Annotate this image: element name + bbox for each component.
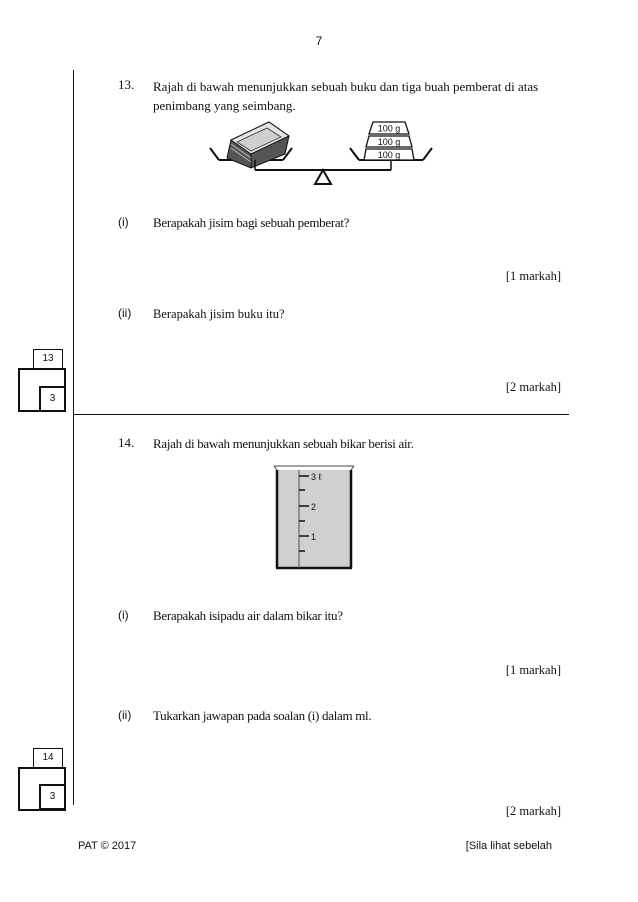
q13-text-line1: Rajah di bawah menunjukkan sebuah buku dan tiga buah pemberat di atas <box>153 79 539 94</box>
q13-part-i-marks: [1 markah] <box>505 269 561 283</box>
balance-scale-diagram <box>205 112 445 192</box>
q13-part-ii-text: Berapakah jisim buku itu? <box>153 307 285 321</box>
q13-part-ii-marks: [2 markah] <box>505 380 561 394</box>
q14-part-i-label: (i) <box>118 608 129 622</box>
q14-score-box-total: 3 <box>39 784 66 810</box>
beaker-label-1: 1 <box>311 532 317 542</box>
q13-number: 13. <box>118 77 135 92</box>
footer-turn-page: [Sila lihat sebelah <box>465 840 552 852</box>
q14-part-ii-marks: [2 markah] <box>505 804 561 818</box>
weight-stack <box>364 122 414 160</box>
weight-label-top: 100 g <box>377 123 401 134</box>
footer-copyright: PAT © 2017 <box>78 840 137 852</box>
weight-label-middle: 100 g <box>377 137 401 147</box>
margin-vertical-rule <box>73 70 74 805</box>
q13-part-ii-label: (ii) <box>118 306 132 320</box>
q13-score-box-label: 13 <box>33 349 63 369</box>
question-divider <box>73 414 569 415</box>
weight-label-bottom: 100 g <box>377 150 401 160</box>
q14-part-i-marks: [1 markah] <box>505 663 561 677</box>
book-icon <box>227 122 289 168</box>
scale-beam <box>255 160 391 184</box>
q14-number: 14. <box>118 435 135 450</box>
beaker-diagram <box>264 460 364 580</box>
q13-part-i-text: Berapakah jisim bagi sebuah pemberat? <box>153 215 350 230</box>
q14-part-ii-label: (ii) <box>118 708 132 722</box>
beaker-label-3l: 3 ℓ <box>311 472 322 482</box>
q13-question-text <box>153 77 563 115</box>
q14-score-box-label: 14 <box>33 748 63 768</box>
q13-text-line2: penimbang yang seimbang. <box>153 98 296 113</box>
q14-part-i-text: Berapakah isipadu air dalam bikar itu? <box>153 608 343 623</box>
beaker-label-2: 2 <box>311 502 317 512</box>
page-number: 7 <box>315 34 323 48</box>
q13-score-box-total: 3 <box>39 386 66 412</box>
q14-question-text: Rajah di bawah menunjukkan sebuah bikar berisi air. <box>153 436 414 451</box>
q13-part-i-label: (i) <box>118 215 129 229</box>
q14-part-ii-text: Tukarkan jawapan pada soalan (i) dalam ml. <box>153 708 372 723</box>
